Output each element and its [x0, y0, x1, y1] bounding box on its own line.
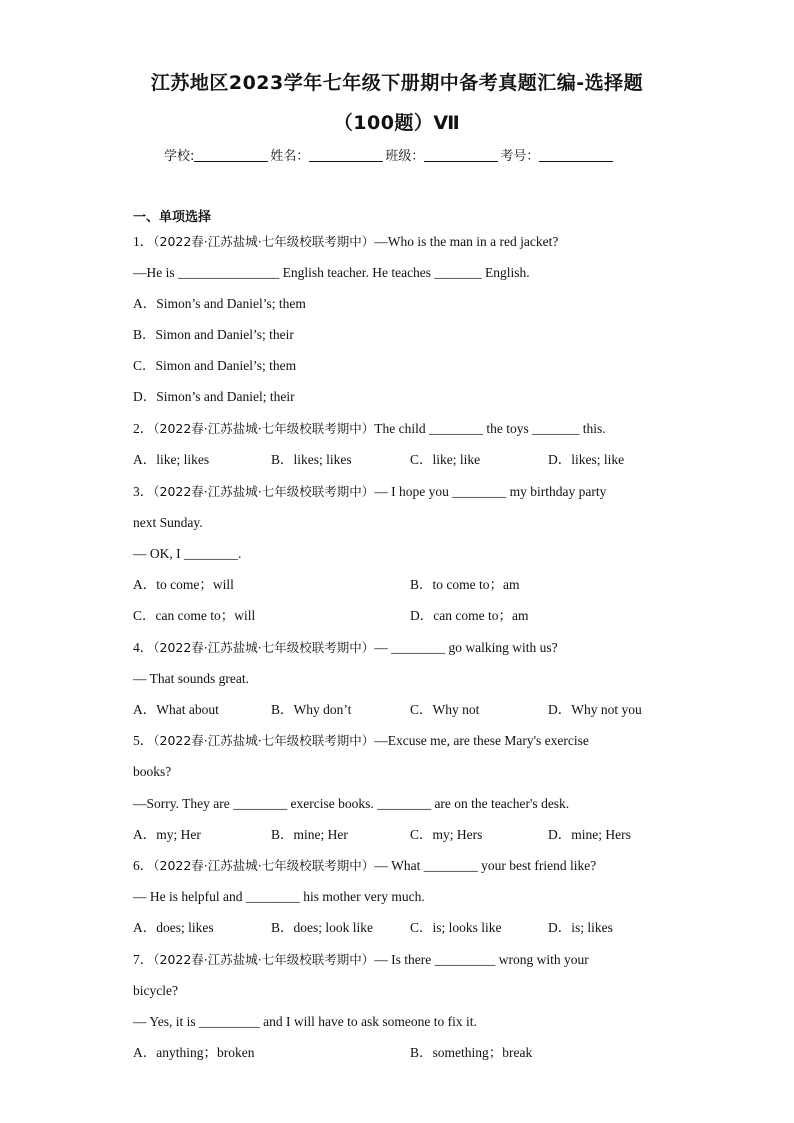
question-source: （2022春·江苏盐城·七年级校联考期中）: [153, 733, 375, 748]
option-d[interactable]: D．Simon’s and Daniel; their: [133, 389, 295, 404]
question-number: 6．: [133, 858, 154, 873]
question-stem-line: next Sunday.: [133, 515, 203, 530]
question-7-header: [133, 951, 589, 969]
question-source: （2022春·江苏盐城·七年级校联考期中）: [153, 858, 375, 873]
question-number: 7．: [133, 952, 154, 967]
school-blank[interactable]: [194, 148, 268, 162]
question-6-header: [133, 857, 596, 875]
question-stem: —Who is the man in a red jacket?: [374, 234, 559, 249]
option-a[interactable]: A．to come；will: [133, 577, 234, 592]
option-d[interactable]: D．can come to；am: [410, 608, 529, 623]
name-label: 姓名：: [270, 149, 310, 164]
question-4-header: [133, 639, 558, 657]
question-2-header: [133, 420, 606, 438]
question-1-header: [133, 233, 558, 251]
question-stem: — Is there _________ wrong with your: [374, 952, 589, 967]
option-a[interactable]: A．like; likes: [133, 452, 210, 467]
document-title: 江苏地区2023学年七年级下册期中备考真题汇编-选择题: [150, 72, 644, 94]
option-d[interactable]: D．Why not you: [548, 702, 642, 717]
school-label: 学校:: [164, 149, 195, 164]
question-number: 3．: [133, 484, 154, 499]
question-stem-line: — OK, I ________.: [133, 546, 242, 561]
question-number: 2．: [133, 421, 154, 436]
option-b[interactable]: B．to come to；am: [410, 577, 520, 592]
question-5-header: [133, 732, 589, 750]
question-stem-line: — He is helpful and ________ his mother very much.: [133, 889, 425, 904]
student-info-row: [164, 145, 664, 164]
option-c[interactable]: C．Why not: [410, 702, 480, 717]
question-stem-line: —Sorry. They are ________ exercise books. ________ are on the teacher's desk.: [133, 796, 570, 811]
question-stem-line: — Yes, it is _________ and I will have to ask someone to fix it.: [133, 1014, 477, 1029]
document-subtitle: （100题）Ⅶ: [333, 112, 461, 134]
question-stem-line: books?: [133, 764, 172, 779]
question-source: （2022春·江苏盐城·七年级校联考期中）: [153, 484, 375, 499]
class-label: 班级：: [385, 149, 425, 164]
option-a[interactable]: A．my; Her: [133, 827, 201, 842]
number-label: 考号：: [500, 149, 540, 164]
option-c[interactable]: C．is; looks like: [410, 920, 502, 935]
option-c[interactable]: C．Simon and Daniel’s; them: [133, 358, 297, 373]
question-source: （2022春·江苏盐城·七年级校联考期中）: [153, 421, 375, 436]
option-a[interactable]: A．anything；broken: [133, 1045, 255, 1060]
question-stem: —Excuse me, are these Mary's exercise: [374, 733, 589, 748]
option-c[interactable]: C．can come to；will: [133, 608, 256, 623]
option-b[interactable]: B．mine; Her: [271, 827, 348, 842]
number-blank[interactable]: [539, 148, 613, 162]
question-stem: — I hope you ________ my birthday party: [374, 484, 607, 499]
question-number: 1．: [133, 234, 154, 249]
question-stem-line: bicycle?: [133, 983, 178, 998]
option-a[interactable]: A．Simon’s and Daniel’s; them: [133, 296, 306, 311]
option-d[interactable]: D．likes; like: [548, 452, 625, 467]
option-b[interactable]: B．Simon and Daniel’s; their: [133, 327, 294, 342]
question-stem-line: — That sounds great.: [133, 671, 249, 686]
class-blank[interactable]: [424, 148, 498, 162]
question-number: 4．: [133, 640, 154, 655]
section-title: 一、单项选择: [133, 210, 212, 225]
option-d[interactable]: D．is; likes: [548, 920, 613, 935]
option-a[interactable]: A．What about: [133, 702, 219, 717]
option-b[interactable]: B．something；break: [410, 1045, 533, 1060]
question-source: （2022春·江苏盐城·七年级校联考期中）: [153, 234, 375, 249]
question-stem: — ________ go walking with us?: [374, 640, 558, 655]
question-stem-line: —He is _______________ English teacher. He teaches _______ English.: [133, 265, 530, 280]
option-b[interactable]: B．Why don’t: [271, 702, 352, 717]
option-a[interactable]: A．does; likes: [133, 920, 214, 935]
question-source: （2022春·江苏盐城·七年级校联考期中）: [153, 640, 375, 655]
question-stem: The child ________ the toys _______ this.: [374, 421, 606, 436]
question-source: （2022春·江苏盐城·七年级校联考期中）: [153, 952, 375, 967]
option-b[interactable]: B．does; look like: [271, 920, 373, 935]
option-b[interactable]: B．likes; likes: [271, 452, 352, 467]
option-c[interactable]: C．like; like: [410, 452, 481, 467]
option-c[interactable]: C．my; Hers: [410, 827, 483, 842]
name-blank[interactable]: [309, 148, 383, 162]
question-stem: — What ________ your best friend like?: [374, 858, 597, 873]
question-number: 5．: [133, 733, 154, 748]
question-3-header: [133, 483, 606, 501]
option-d[interactable]: D．mine; Hers: [548, 827, 631, 842]
